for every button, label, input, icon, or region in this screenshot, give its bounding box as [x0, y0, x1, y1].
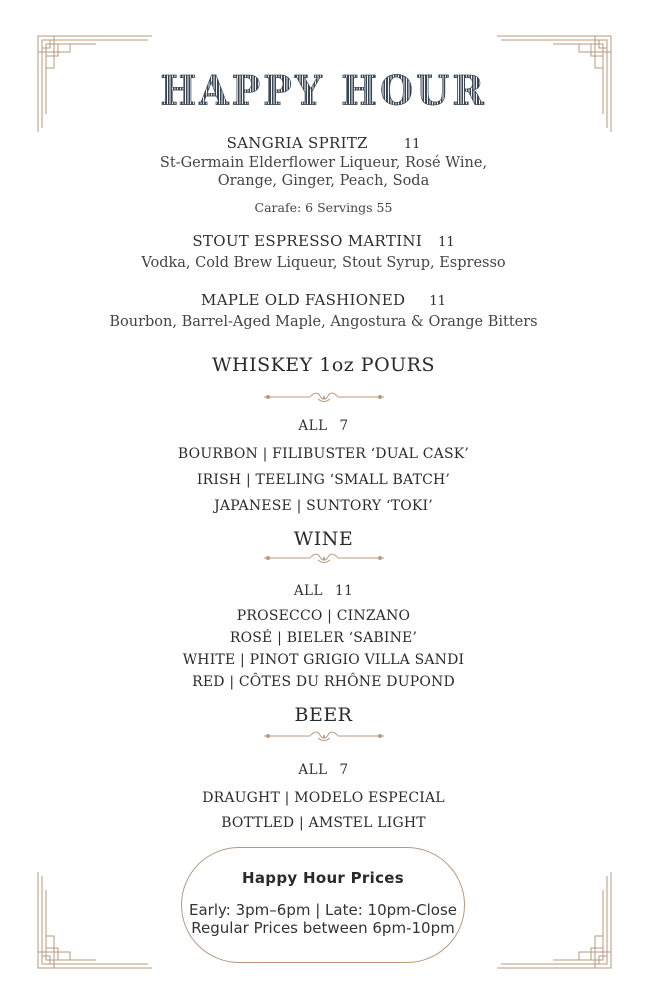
menu-line: RED | CÔTES DU RHÔNE DUPOND: [192, 674, 455, 690]
flourish-divider-icon: [262, 551, 386, 565]
menu-line: IRISH | TEELING ‘SMALL BATCH’: [196, 472, 451, 488]
all-price: 11: [335, 583, 354, 599]
all-price: 7: [339, 762, 349, 778]
all-price-line: [0, 762, 647, 778]
all-price-line: [0, 418, 647, 434]
all-label: ALL: [298, 418, 328, 434]
item-name: STOUT ESPRESSO MARTINI: [192, 232, 423, 250]
item-description: St-Germain Elderflower Liqueur, Rosé Wine,: [159, 155, 488, 171]
section-title-wine: WINE: [293, 528, 354, 550]
all-label: ALL: [293, 583, 323, 599]
carafe-note: Carafe: 6 Servings 55: [254, 200, 393, 215]
menu-line: DRAUGHT | MODELO ESPECIAL: [202, 790, 445, 806]
section-title-whiskey: WHISKEY 1oz POURS: [211, 354, 436, 376]
all-price: 7: [339, 418, 349, 434]
menu-line: PROSECCO | CINZANO: [236, 608, 411, 624]
all-label: ALL: [298, 762, 328, 778]
menu-line: JAPANESE | SUNTORY ‘TOKI’: [214, 498, 433, 514]
page-title: [0, 68, 647, 113]
item-name: MAPLE OLD FASHIONED: [201, 291, 406, 309]
happy-hour-prices-box: [181, 847, 465, 963]
section-title-beer: BEER: [294, 704, 353, 726]
item-name: SANGRIA SPRITZ: [226, 134, 368, 152]
menu-line: BOURBON | FILIBUSTER ‘DUAL CASK’: [177, 446, 470, 462]
item-price: 11: [438, 235, 455, 250]
flourish-divider-icon: [262, 390, 386, 404]
menu-line: BOTTLED | AMSTEL LIGHT: [221, 815, 426, 831]
flourish-divider-icon: [262, 729, 386, 743]
page-title-text: HAPPY HOUR: [160, 66, 487, 115]
cocktail-item: [0, 231, 647, 272]
menu-line: ROSÉ | BIELER ‘SABINE’: [229, 630, 418, 646]
all-price-line: [0, 583, 647, 599]
prices-hours: Early: 3pm–6pm | Late: 10pm-Close: [188, 901, 458, 919]
item-description: Bourbon, Barrel-Aged Maple, Angostura & Orange Bitters: [109, 314, 538, 330]
prices-regular: Regular Prices between 6pm-10pm: [191, 919, 455, 937]
item-description: Orange, Ginger, Peach, Soda: [217, 173, 430, 189]
item-description: Vodka, Cold Brew Liqueur, Stout Syrup, Espresso: [141, 255, 506, 271]
corner-ornament-bottom-left-icon: [36, 870, 154, 970]
corner-ornament-bottom-right-icon: [495, 870, 613, 970]
menu-line: WHITE | PINOT GRIGIO VILLA SANDI: [182, 652, 465, 668]
item-price: 11: [429, 294, 446, 309]
prices-title: Happy Hour Prices: [242, 869, 404, 887]
cocktail-item: [0, 133, 647, 215]
cocktail-item: [0, 290, 647, 331]
item-price: 11: [403, 137, 421, 152]
